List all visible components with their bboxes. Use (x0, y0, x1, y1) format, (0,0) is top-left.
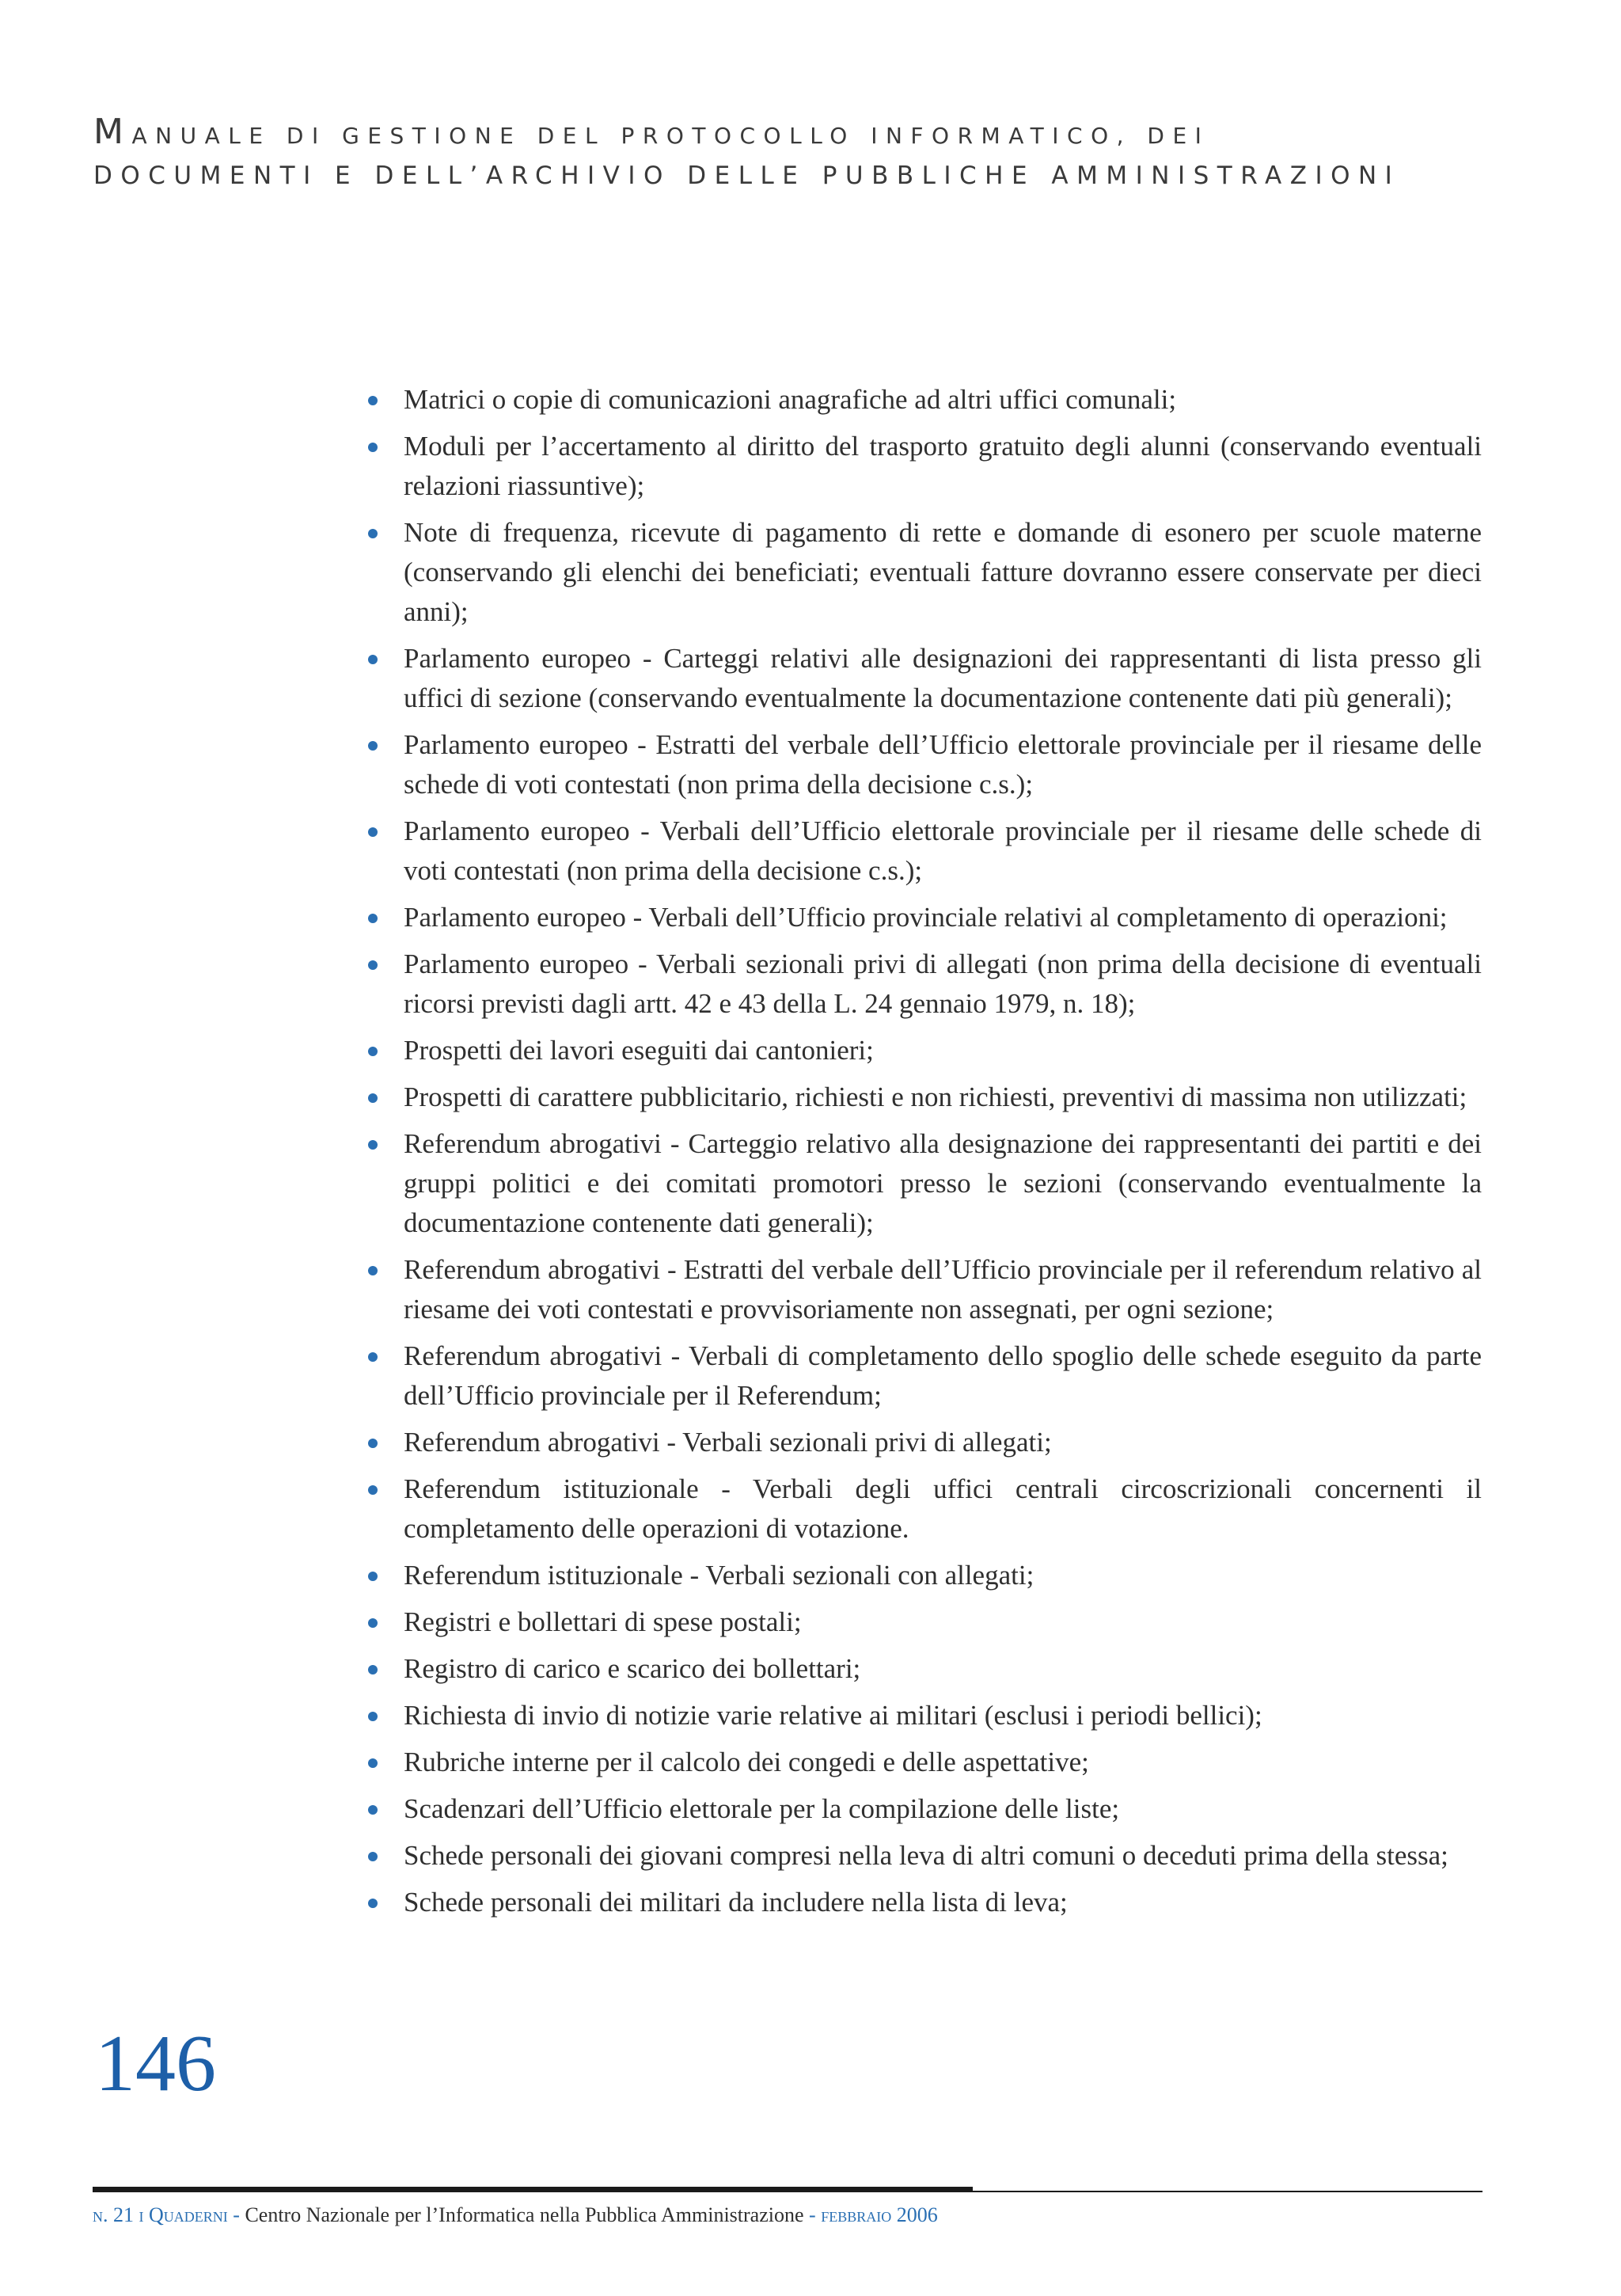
list-item (366, 1789, 1482, 1829)
list-item (366, 1336, 1482, 1416)
list-item (366, 945, 1482, 1024)
list-item (366, 1469, 1482, 1549)
bullet-icon (368, 396, 378, 405)
bullet-icon (368, 1266, 378, 1275)
bullet-icon (368, 529, 378, 538)
list-item-text: Referendum istituzionale - Verbali sezionali con allegati; (404, 1560, 1034, 1591)
page-footer (93, 2202, 938, 2229)
list-item (366, 1423, 1482, 1462)
bullet-icon (368, 1712, 378, 1721)
list-item (366, 812, 1482, 891)
list-item (366, 1124, 1482, 1243)
list-item (366, 1836, 1482, 1876)
list-item-text: Scadenzari dell’Ufficio elettorale per la compilazione delle liste; (404, 1793, 1120, 1824)
list-item (366, 1743, 1482, 1782)
running-header-line-2: DOCUMENTI E DELL’ARCHIVIO DELLE PUBBLICHE AMMINISTRAZIONI (93, 162, 1401, 190)
list-item (366, 1883, 1482, 1922)
list-item (366, 380, 1482, 420)
list-item-text: Parlamento europeo - Verbali dell’Ufficio elettorale provinciale per il riesame delle schede di voti contestati (non prima della decisione c.s.); (404, 815, 1482, 886)
page-number: 146 (95, 2019, 216, 2108)
footer-separator: - (803, 2203, 822, 2226)
list-item-text: Referendum abrogativi - Estratti del verbale dell’Ufficio provinciale per il referendum relativo al riesame dei voti contestati e provvisoriamente non assegnati, per ogni sezione; (404, 1254, 1482, 1325)
bullet-icon (368, 1140, 378, 1150)
bullet-icon (368, 1899, 378, 1908)
footer-series: n. 21 i Quaderni (93, 2203, 228, 2226)
list-item (366, 898, 1482, 937)
footer-date: febbraio 2006 (821, 2203, 938, 2226)
list-item-text: Matrici o copie di comunicazioni anagrafiche ad altri uffici comunali; (404, 384, 1177, 415)
list-item (366, 1649, 1482, 1689)
bullet-icon (368, 960, 378, 970)
main-content (366, 380, 1482, 1929)
footer-separator: - (227, 2203, 245, 2226)
bullet-icon (368, 914, 378, 923)
bullet-icon (368, 655, 378, 664)
list-item (366, 639, 1482, 718)
bullet-icon (368, 1485, 378, 1495)
list-item (366, 1031, 1482, 1070)
bullet-icon (368, 1439, 378, 1448)
list-item (366, 427, 1482, 506)
bullet-icon (368, 827, 378, 837)
list-item-text: Referendum istituzionale - Verbali degli uffici centrali circoscrizionali concernenti il completamento delle operazioni di votazione. (404, 1473, 1482, 1544)
bullet-icon (368, 1665, 378, 1674)
list-item-text: Registro di carico e scarico dei bollettari; (404, 1653, 861, 1684)
bullet-icon (368, 1572, 378, 1581)
list-item-text: Parlamento europeo - Verbali sezionali privi di allegati (non prima della decisione di eventuali ricorsi previsti dagli artt. 42 e 43 della L. 24 gennaio 1979, n. 18); (404, 948, 1482, 1019)
list-item-text: Parlamento europeo - Carteggi relativi alle designazioni dei rappresentanti di lista presso gli uffici di sezione (conservando eventualmente la documentazione contenente dati più generali); (404, 643, 1482, 713)
bullet-icon (368, 741, 378, 751)
list-item-text: Registri e bollettari di spese postali; (404, 1606, 802, 1637)
list-item-text: Schede personali dei militari da includere nella lista di leva; (404, 1887, 1068, 1918)
list-item-text: Rubriche interne per il calcolo dei congedi e delle aspettative; (404, 1747, 1089, 1777)
list-item-text: Parlamento europeo - Verbali dell’Ufficio provinciale relativi al completamento di operazioni; (404, 902, 1448, 933)
running-header-line-1: MANUALE DI GESTIONE DEL PROTOCOLLO INFORMATICO, DEI (93, 112, 1210, 152)
list-item-text: Schede personali dei giovani compresi nella leva di altri comuni o deceduti prima della stessa; (404, 1840, 1448, 1871)
list-item (366, 513, 1482, 632)
list-item-text: Moduli per l’accertamento al diritto del trasporto gratuito degli alunni (conservando eventuali relazioni riassuntive); (404, 431, 1482, 501)
list-item-text: Parlamento europeo - Estratti del verbale dell’Ufficio elettorale provinciale per il riesame delle schede di voti contestati (non prima della decisione c.s.); (404, 729, 1482, 800)
list-item (366, 1250, 1482, 1329)
bullet-icon (368, 1047, 378, 1056)
bullet-icon (368, 1805, 378, 1815)
footer-publisher: Centro Nazionale per l’Informatica nella Pubblica Amministrazione (245, 2203, 804, 2226)
list-item-text: Referendum abrogativi - Verbali di completamento dello spoglio delle schede eseguito da parte dell’Ufficio provinciale per il Referendum; (404, 1340, 1482, 1411)
list-item-text: Referendum abrogativi - Carteggio relativo alla designazione dei rappresentanti dei partiti e dei gruppi politici e dei comitati promotori presso le sezioni (conservando eventualmente la documentazione contenente dati generali); (404, 1128, 1482, 1238)
bullet-icon (368, 1618, 378, 1628)
running-header (93, 112, 1486, 196)
list-item (366, 725, 1482, 804)
list-item-text: Prospetti dei lavori eseguiti dai cantonieri; (404, 1035, 874, 1066)
bullet-icon (368, 1758, 378, 1768)
list-item-text: Note di frequenza, ricevute di pagamento di rette e domande di esonero per scuole materne (conservando gli elenchi dei beneficiati; eventuali fatture dovranno essere conservate per dieci anni); (404, 517, 1482, 627)
document-list (366, 380, 1482, 1922)
list-item (366, 1556, 1482, 1595)
footer-rule-accent (93, 2187, 973, 2192)
list-item-text: Richiesta di invio di notizie varie relative ai militari (esclusi i periodi bellici); (404, 1700, 1262, 1731)
list-item-text: Referendum abrogativi - Verbali sezionali privi di allegati; (404, 1427, 1052, 1458)
list-item (366, 1602, 1482, 1642)
bullet-icon (368, 443, 378, 452)
bullet-icon (368, 1852, 378, 1861)
list-item (366, 1696, 1482, 1735)
list-item-text: Prospetti di carattere pubblicitario, richiesti e non richiesti, preventivi di massima non utilizzati; (404, 1081, 1467, 1112)
bullet-icon (368, 1352, 378, 1362)
bullet-icon (368, 1093, 378, 1103)
list-item (366, 1078, 1482, 1117)
